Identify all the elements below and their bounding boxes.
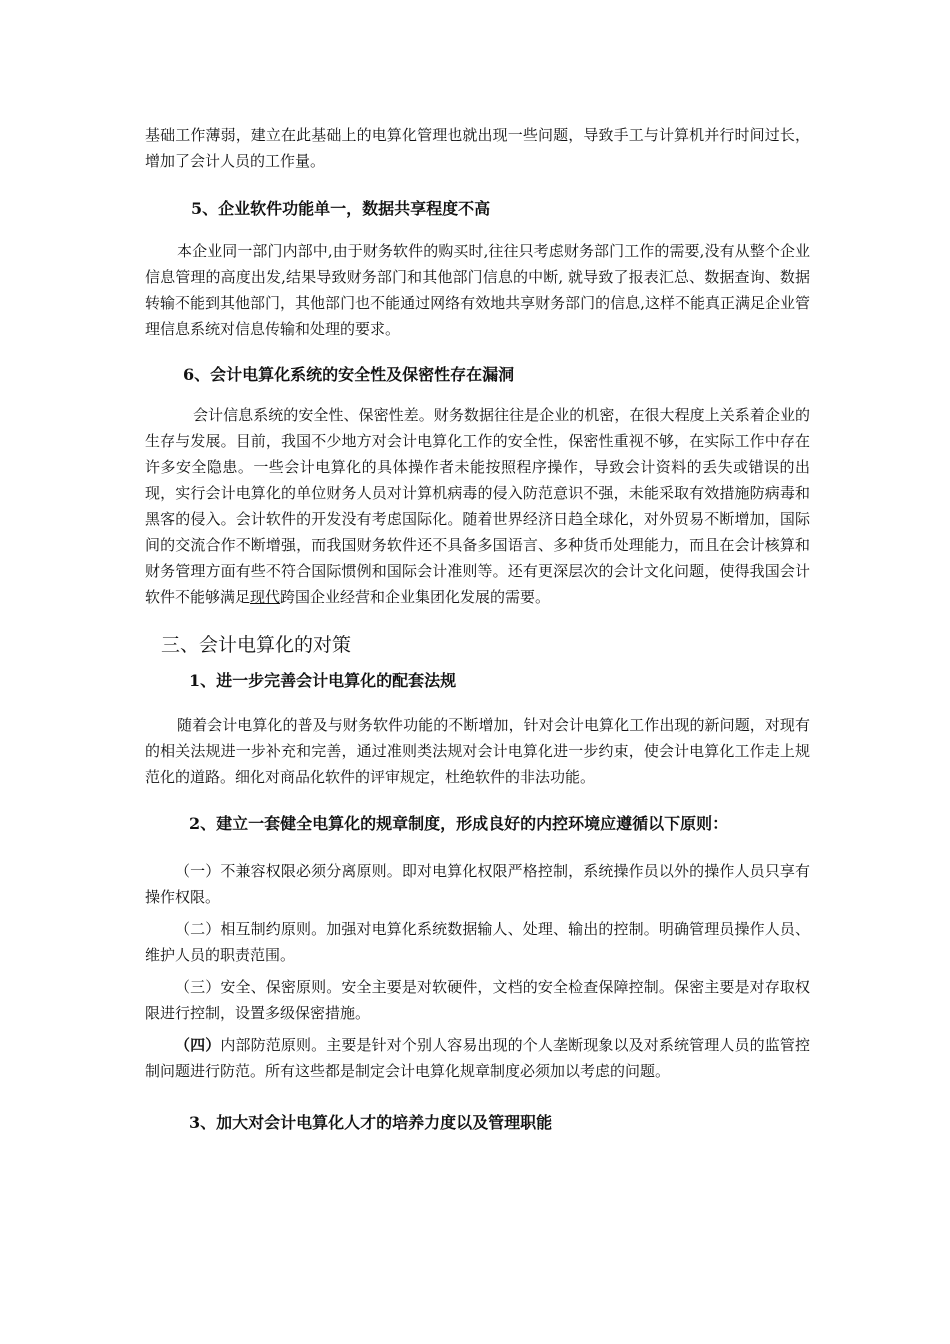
section-3-title xyxy=(145,630,810,660)
principle-item-2 xyxy=(145,916,810,968)
heading-3-3: 3、加大对会计电算化人才的培养力度以及管理职能 xyxy=(189,1113,553,1132)
paragraph-6-text-a: 会计信息系统的安全性、保密性差。财务数据往往是企业的机密，在很大程度上关系着企业的生存与发展。目前，我国不少地方对会计电算化工作的安全性，保密性重视不够，在实际工作中存在许多安全隐患。一些会计电算化的具体操作者未能按照程序操作，导致会计资料的丢失或错误的出现，实行会计电算化的单位财务人员对计算机病毒的侵入防范意识不强，未能采取有效措施防病毒和黑客的侵入。会计软件的开发没有考虑国际化。随着世界经济日趋全球化，对外贸易不断增加，国际间的交流合作不断增强，而我国财务软件还不具备多国语言、多种货币处理能力，而且在会计核算和财务管理方面有些不符合国际惯例和国际会计准则等。还有更深层次的会计文化问题，使得我国会计软件不能够满足 xyxy=(145,406,810,606)
principle-item-4 xyxy=(145,1032,810,1084)
paragraph-3-1: 随着会计电算化的普及与财务软件功能的不断增加，针对会计电算化工作出现的新问题，对现有的相关法规进一步补充和完善，通过准则类法规对会计电算化进一步约束，使会计电算化工作走上规范化的道路。细化对商品化软件的评审规定，杜绝软件的非法功能。 xyxy=(145,716,810,786)
section-3-title-text: 三、会计电算化的对策 xyxy=(161,634,352,656)
principle-label-1: （一） xyxy=(175,862,221,880)
principle-label-4: （四） xyxy=(175,1036,221,1054)
paragraph-6-text-b: 跨国企业经营和企业集团化发展的需要。 xyxy=(280,588,551,606)
document-page xyxy=(145,122,810,1136)
heading-5: 5、企业软件功能单一，数据共享程度不高 xyxy=(191,199,491,218)
principle-text-3: 安全、保密原则。安全主要是对软硬件，文档的安全检查保障控制。保密主要是对存取权限进行控制，设置多级保密措施。 xyxy=(145,978,810,1022)
principle-item-3 xyxy=(145,974,810,1026)
paragraph-6 xyxy=(145,402,810,610)
heading-6: 6、会计电算化系统的安全性及保密性存在漏洞 xyxy=(183,365,515,384)
principle-item-1 xyxy=(145,858,810,910)
principle-text-4: 内部防范原则。主要是针对个别人容易出现的个人垄断现象以及对系统管理人员的监管控制问题进行防范。所有这些都是制定会计电算化规章制度必须加以考虑的问题。 xyxy=(145,1036,810,1080)
principles-list xyxy=(145,858,810,1084)
heading-3-1: 1、进一步完善会计电算化的配套法规 xyxy=(189,671,457,690)
paragraph-5: 本企业同一部门内部中,由于财务软件的购买时,往往只考虑财务部门工作的需要,没有从整个企业信息管理的高度出发,结果导致财务部门和其他部门信息的中断, 就导致了报表汇总、数据查询、数据转输不能到其他部门，其他部门也不能通过网络有效地共享财务部门的信息,这样不能真正满足企业管理信息系统对信息传输和处理的要求。 xyxy=(145,242,810,338)
principle-text-1: 不兼容权限必须分离原则。即对电算化权限严格控制，系统操作员以外的操作人员只享有操作权限。 xyxy=(145,862,810,906)
principle-text-2: 相互制约原则。加强对电算化系统数据输人、处理、输出的控制。明确管理员操作人员、维护人员的职责范围。 xyxy=(145,920,810,964)
heading-3-2: 2、建立一套健全电算化的规章制度，形成良好的内控环境应遵循以下原则： xyxy=(189,814,729,833)
paragraph-intro-end: 基础工作薄弱，建立在此基础上的电算化管理也就出现一些问题，导致手工与计算机并行时间过长，增加了会计人员的工作量。 xyxy=(145,126,810,170)
link-modern[interactable]: 现代 xyxy=(250,588,281,606)
principle-label-2: （二） xyxy=(175,920,221,938)
principle-label-3: （三） xyxy=(175,978,221,996)
